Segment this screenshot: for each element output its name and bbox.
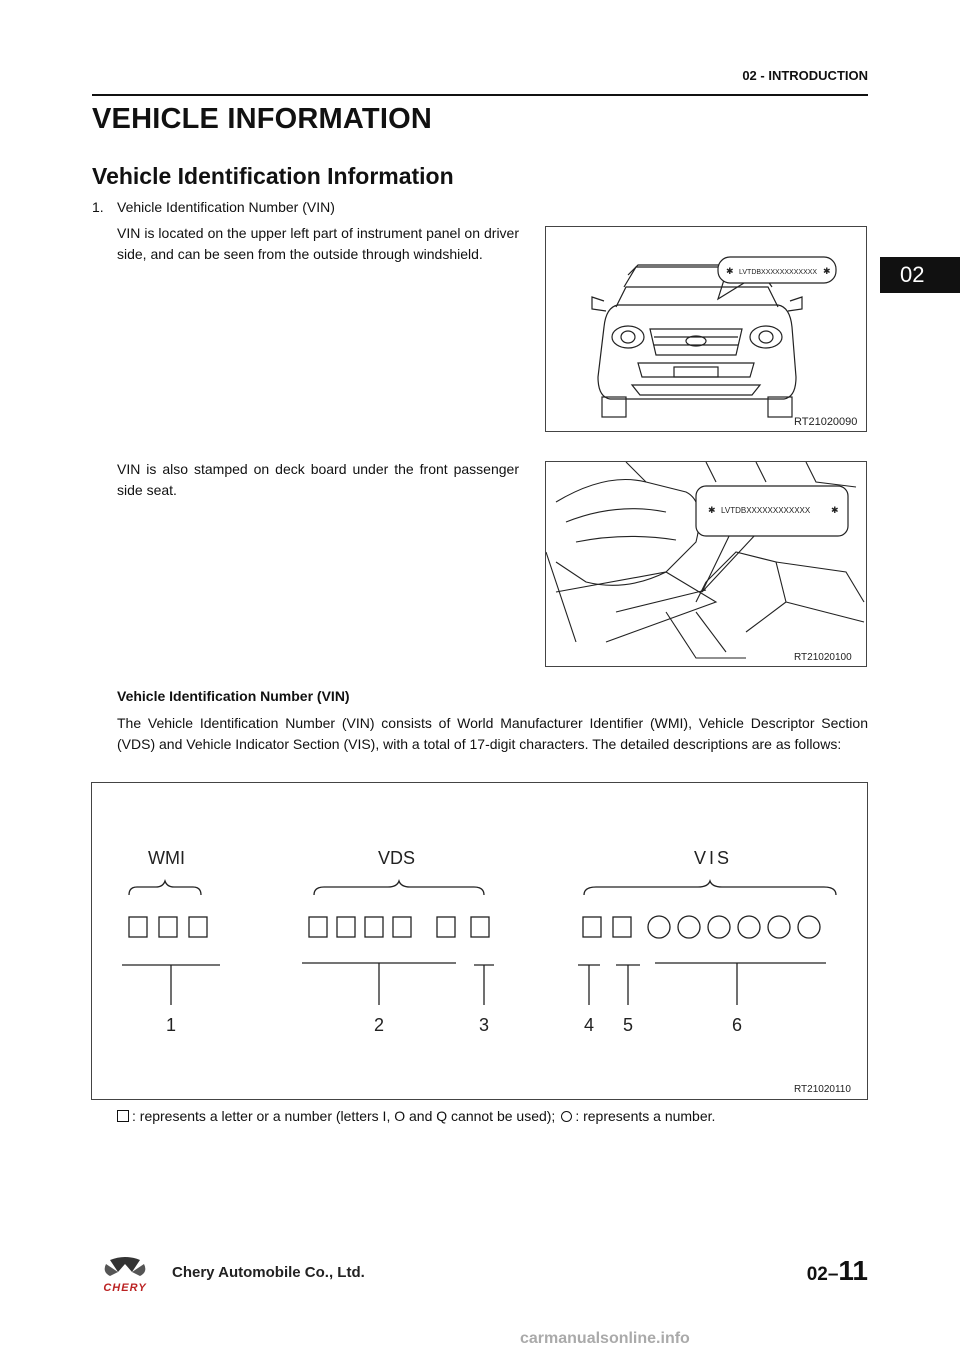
symbol-legend — [117, 1108, 715, 1124]
vin-heading: Vehicle Identification Number (VIN) — [117, 688, 350, 704]
figure-seat-deck — [545, 461, 867, 667]
vds-label: VDS — [378, 848, 416, 868]
figure-code: RT21020090 — [794, 416, 858, 428]
chery-logo — [92, 1256, 158, 1296]
svg-text:✱: ✱ — [726, 266, 734, 276]
vin-description: The Vehicle Identification Number (VIN) consists of World Manufacturer Identifier (WMI), Vehicle Descriptor Section (VDS) and Vehicle Indicator Section (VIS), with a total of 17-digit characters. The detailed descriptions are as follows: — [117, 715, 868, 752]
svg-text:✱: ✱ — [708, 505, 716, 515]
vis-label: VIS — [694, 848, 733, 868]
vin-label-text: LVTDBXXXXXXXXXXXX — [739, 269, 818, 276]
square-symbol-icon — [117, 1110, 129, 1122]
figure-vin-structure — [91, 782, 868, 1100]
seat-deck-illustration — [546, 462, 866, 666]
page-number — [807, 1255, 868, 1287]
callout-2: 2 — [373, 1015, 385, 1035]
chapter-tab[interactable]: 02 — [880, 257, 960, 293]
figure-code: RT21020110 — [794, 1084, 851, 1095]
svg-text:✱: ✱ — [823, 266, 831, 276]
page-title: VEHICLE INFORMATION — [92, 103, 432, 135]
vehicle-front-illustration — [546, 227, 866, 431]
page-prefix: 02– — [806, 1264, 839, 1285]
vin-stamp-paragraph: VIN is also stamped on deck board under the front passenger side seat. — [117, 461, 519, 498]
watermark: carmanualsonline.info — [520, 1330, 690, 1347]
item-title: Vehicle Identification Number (VIN) — [117, 199, 335, 215]
vin-location-paragraph: VIN is located on the upper left part of instrument panel on driver side, and can be seen from the outside through windshield. — [117, 225, 519, 262]
circle-legend-text: : represents a number. — [575, 1108, 716, 1124]
vin-label-text: LVTDBXXXXXXXXXXXX — [721, 506, 811, 515]
wmi-label: WMI — [148, 848, 185, 868]
figure-code: RT21020100 — [794, 652, 852, 663]
running-header: 02 - INTRODUCTION — [742, 68, 868, 83]
circle-symbol-icon — [561, 1111, 572, 1122]
callout-5: 5 — [622, 1015, 634, 1035]
callout-4: 4 — [583, 1015, 595, 1035]
vin-structure-diagram — [92, 783, 867, 1099]
header-rule — [92, 94, 868, 96]
figure-vehicle-front — [545, 226, 867, 432]
page-num: 11 — [838, 1255, 868, 1286]
section-title: Vehicle Identification Information — [92, 163, 454, 189]
square-legend-text: : represents a letter or a number (letters I, O and Q cannot be used); — [132, 1108, 556, 1124]
svg-text:✱: ✱ — [831, 505, 839, 515]
item-number: 1. — [92, 199, 104, 215]
svg-text:CHERY: CHERY — [103, 1282, 147, 1294]
company-name: Chery Automobile Co., Ltd. — [172, 1264, 365, 1281]
callout-6: 6 — [731, 1015, 743, 1035]
callout-1: 1 — [165, 1015, 177, 1035]
callout-3: 3 — [478, 1015, 490, 1035]
